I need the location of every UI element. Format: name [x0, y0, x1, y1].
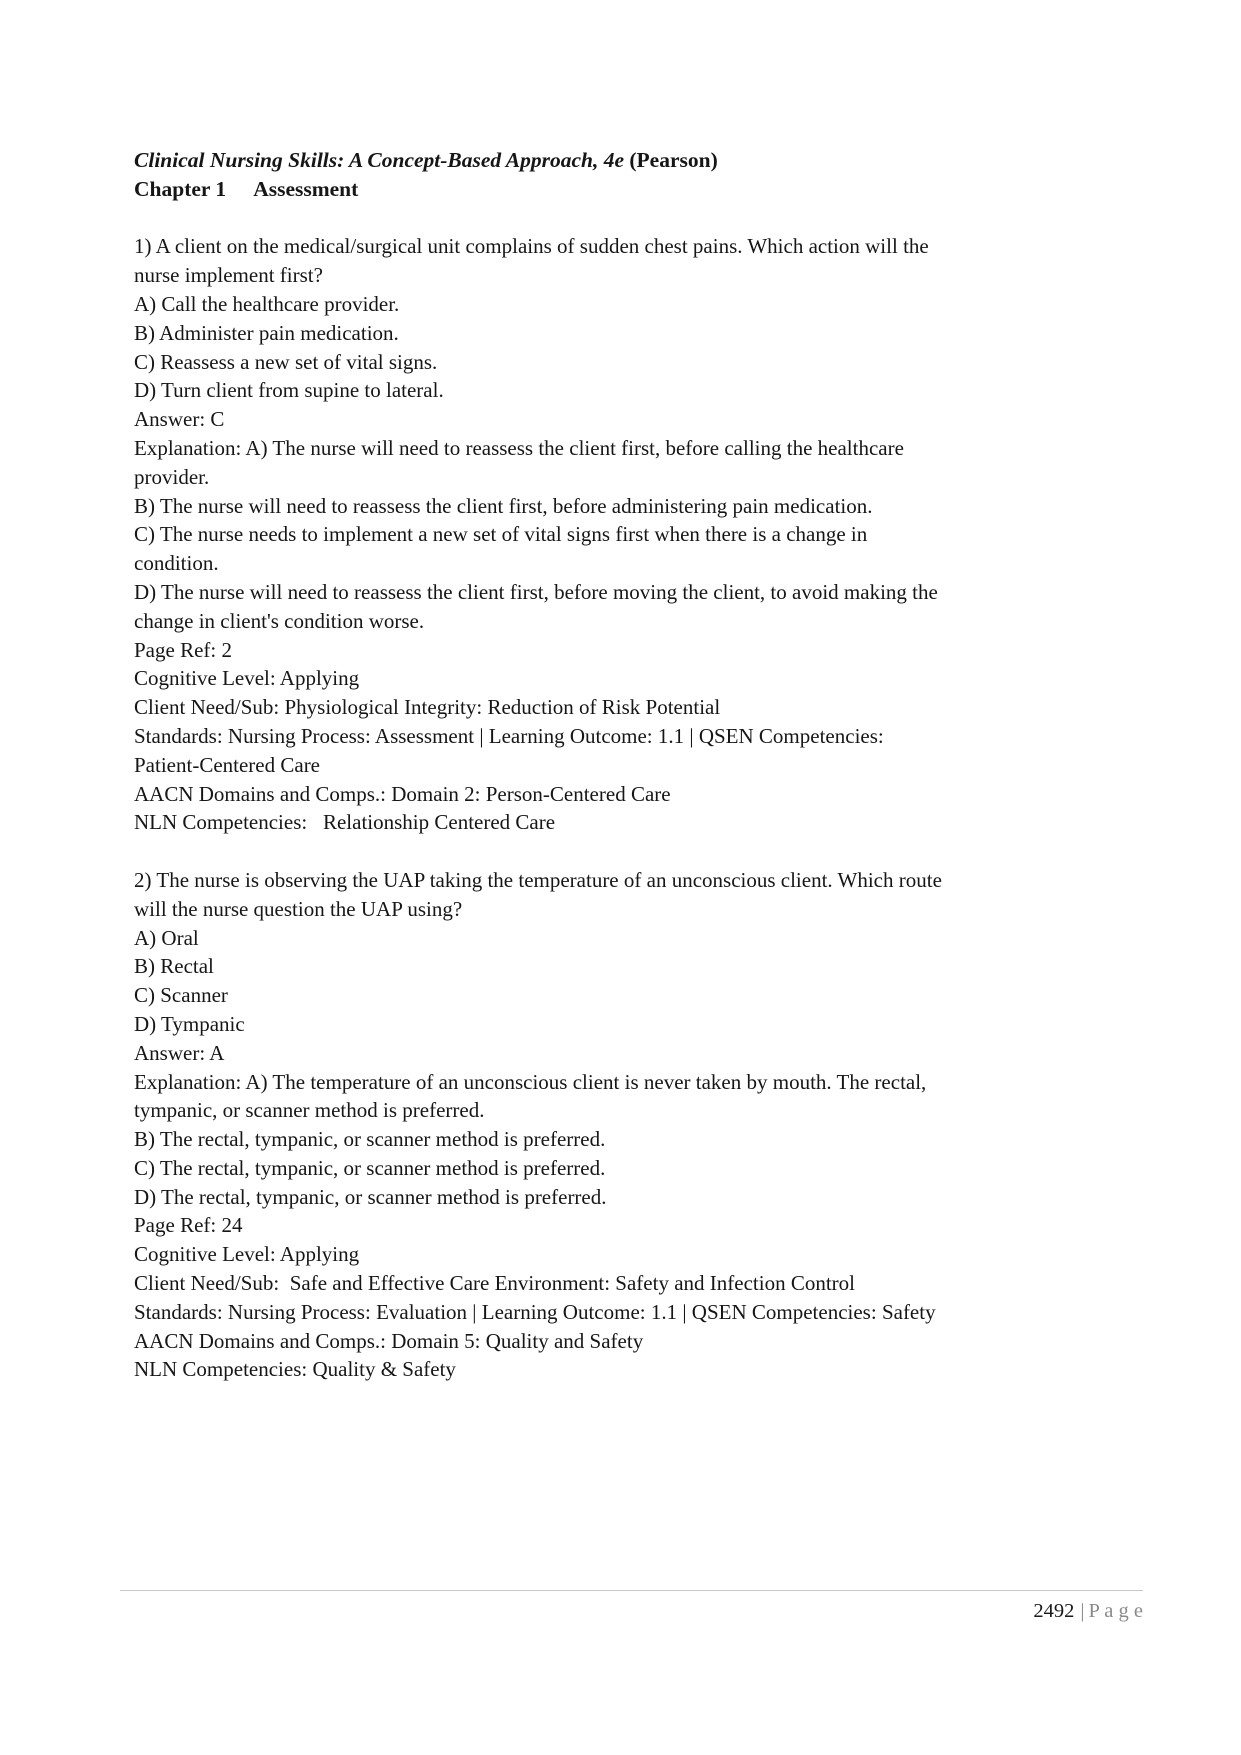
- text-line: Standards: Nursing Process: Evaluation | Learning Outcome: 1.1 | QSEN Competencies: Safety: [134, 1299, 936, 1324]
- footer-separator: |: [1080, 1600, 1085, 1622]
- chapter-title: Assessment: [253, 176, 359, 201]
- question-block-2: [134, 866, 1054, 1384]
- text-line: 2) The nurse is observing the UAP taking the temperature of an unconscious client. Which route: [134, 867, 942, 892]
- text-line: AACN Domains and Comps.: Domain 5: Quality and Safety: [134, 1328, 644, 1353]
- text-line: Page Ref: 24: [134, 1213, 243, 1238]
- chapter-number: Chapter 1: [134, 176, 227, 201]
- text-line: C) The rectal, tympanic, or scanner method is preferred.: [134, 1155, 606, 1180]
- question-block-1: [134, 232, 1054, 837]
- text-line: D) The rectal, tympanic, or scanner method is preferred.: [134, 1184, 607, 1209]
- text-line: change in client's condition worse.: [134, 608, 425, 633]
- text-line: NLN Competencies: Quality & Safety: [134, 1357, 456, 1382]
- questions-container: [134, 232, 1054, 1384]
- text-line: A) Call the healthcare provider.: [134, 291, 400, 316]
- text-line: B) The nurse will need to reassess the client first, before administering pain medication.: [134, 493, 873, 518]
- text-line: Explanation: A) The nurse will need to reassess the client first, before calling the healthcare: [134, 435, 904, 460]
- text-line: condition.: [134, 551, 219, 576]
- footer-page-word: P a g e: [1088, 1600, 1143, 1622]
- text-line: B) Rectal: [134, 954, 214, 979]
- text-line: Client Need/Sub: Safe and Effective Care Environment: Safety and Infection Control: [134, 1271, 855, 1296]
- text-line: Answer: A: [134, 1040, 225, 1065]
- text-line: provider.: [134, 464, 210, 489]
- text-line: A) Oral: [134, 925, 199, 950]
- text-line: nurse implement first?: [134, 263, 323, 288]
- chapter-line: [134, 175, 1054, 204]
- text-line: C) The nurse needs to implement a new set of vital signs first when there is a change in: [134, 522, 868, 547]
- publisher-label: (Pearson): [624, 148, 718, 172]
- text-line: Standards: Nursing Process: Assessment | Learning Outcome: 1.1 | QSEN Competencies:: [134, 723, 884, 748]
- text-line: Page Ref: 2: [134, 637, 232, 662]
- text-line: 1) A client on the medical/surgical unit complains of sudden chest pains. Which action will the: [134, 234, 929, 259]
- text-line: Explanation: A) The temperature of an unconscious client is never taken by mouth. The rectal,: [134, 1069, 927, 1094]
- book-title: Clinical Nursing Skills: A Concept-Based Approach, 4e: [134, 148, 624, 172]
- text-line: Answer: C: [134, 407, 225, 432]
- text-line: D) The nurse will need to reassess the client first, before moving the client, to avoid making the: [134, 579, 938, 604]
- text-line: C) Scanner: [134, 983, 228, 1008]
- text-line: NLN Competencies: Relationship Centered Care: [134, 810, 556, 835]
- text-line: Client Need/Sub: Physiological Integrity: Reduction of Risk Potential: [134, 695, 721, 720]
- text-line: AACN Domains and Comps.: Domain 2: Person-Centered Care: [134, 781, 671, 806]
- footer-divider: [120, 1590, 1143, 1591]
- text-line: Patient-Centered Care: [134, 752, 321, 777]
- footer-page-number: 2492: [1033, 1600, 1075, 1622]
- text-line: Cognitive Level: Applying: [134, 666, 360, 691]
- text-line: C) Reassess a new set of vital signs.: [134, 349, 438, 374]
- document-header: [134, 146, 1054, 204]
- text-line: D) Turn client from supine to lateral.: [134, 378, 444, 403]
- text-line: B) The rectal, tympanic, or scanner method is preferred.: [134, 1127, 606, 1152]
- text-line: D) Tympanic: [134, 1011, 245, 1036]
- text-line: tympanic, or scanner method is preferred.: [134, 1098, 485, 1123]
- book-title-line: [134, 146, 1054, 175]
- text-line: will the nurse question the UAP using?: [134, 896, 463, 921]
- text-line: B) Administer pain medication.: [134, 320, 399, 345]
- page-content: [134, 146, 1054, 1384]
- page-footer: [120, 1598, 1143, 1625]
- text-line: Cognitive Level: Applying: [134, 1242, 360, 1267]
